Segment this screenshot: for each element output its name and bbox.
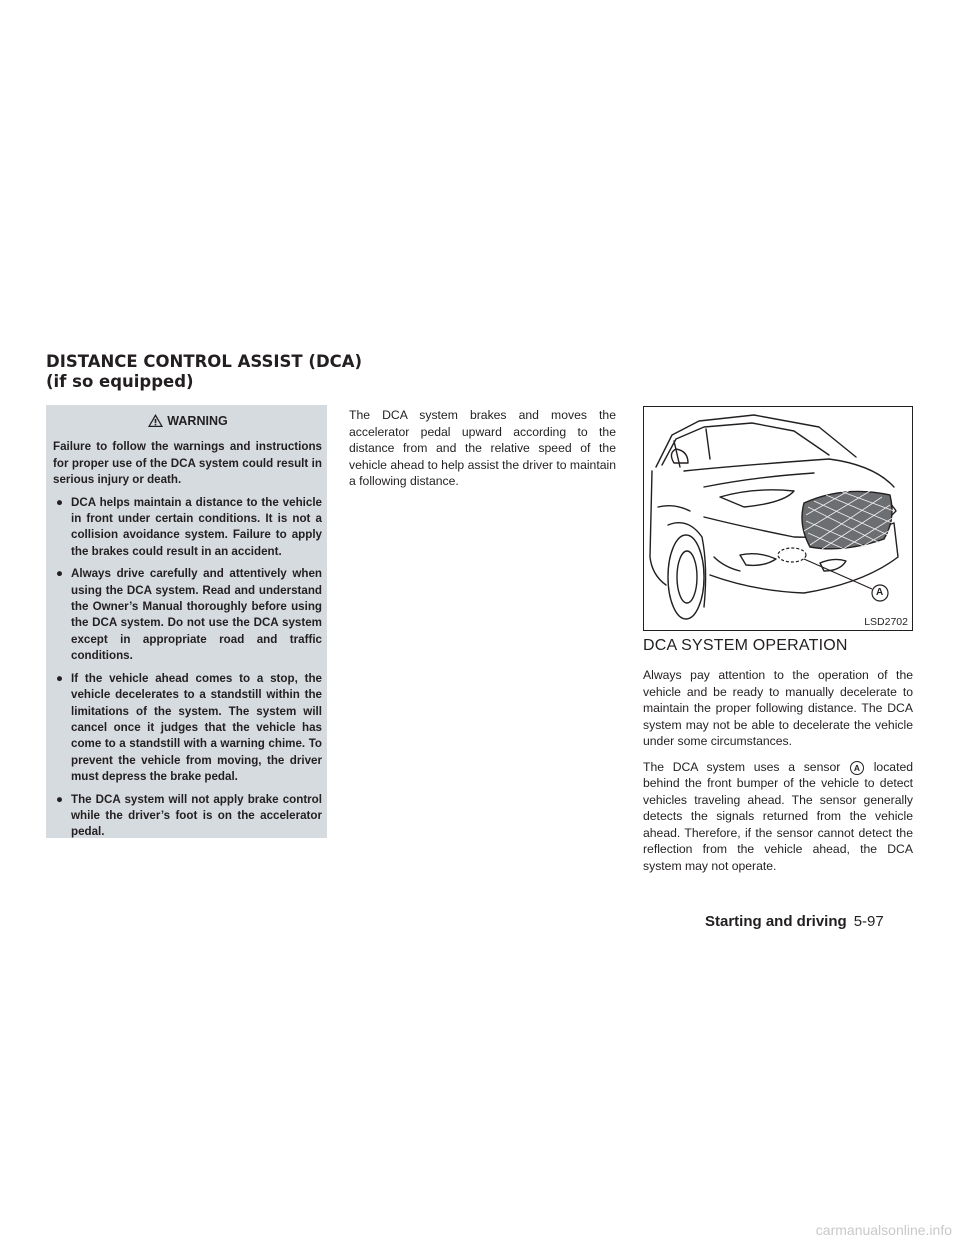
warning-intro: Failure to follow the warnings and instructions for proper use of the DCA system could result in serious injury or death.: [53, 440, 322, 487]
warning-item-text: DCA helps maintain a distance to the vehicle in front under certain conditions. It is not a collision avoidance system. Failure to apply the brakes could result in an accident.: [71, 495, 322, 558]
warning-box: [46, 405, 327, 838]
warning-item: [53, 792, 322, 841]
dca-description: The DCA system brakes and moves the accelerator pedal upward according to the distance from and the relative speed of the vehicle ahead to help assist the driver to maintain a following distance.: [349, 408, 616, 488]
bullet: ●: [56, 671, 64, 685]
bullet: ●: [56, 495, 64, 509]
warning-item: [53, 566, 322, 664]
warning-triangle-icon: [147, 413, 164, 428]
callout-label-a: A: [876, 587, 884, 598]
warning-heading: [53, 413, 322, 429]
page-number: 5-97: [853, 913, 884, 930]
watermark: carmanualsonline.info: [815, 1222, 952, 1238]
warning-item-text: The DCA system will not apply brake control while the driver’s foot is on the accelerator pedal.: [71, 792, 322, 839]
warning-item-text: Always drive carefully and attentively when using the DCA system. Read and understand the Owner’s Manual thoroughly before using the DCA system. Do not use the DCA system except in appropriate road and traffic conditions.: [71, 567, 322, 663]
warning-item: [53, 495, 322, 561]
figure-code: LSD2702: [864, 616, 908, 628]
operation-paragraph-2-start: The DCA system uses a sensor: [643, 759, 849, 774]
section-title-line1: DISTANCE CONTROL ASSIST (DCA): [46, 352, 363, 371]
bullet: ●: [56, 792, 64, 806]
warning-item-text: If the vehicle ahead comes to a stop, the vehicle decelerates to a standstill within the limitations of the system. The system will cancel once it judges that the vehicle has come to a standstill with a warning chime. To prevent the vehicle from moving, the driver must depress the brake pedal.: [71, 671, 322, 784]
warning-heading-text: WARNING: [167, 414, 228, 428]
page-footer: [705, 913, 884, 930]
footer-section-name: Starting and driving: [705, 913, 847, 930]
warning-item: [53, 671, 322, 786]
sensor-marker-a: A: [850, 761, 864, 775]
bullet: ●: [56, 567, 64, 581]
warning-list: [53, 495, 322, 841]
vehicle-front-illustration: [644, 407, 912, 630]
operation-paragraph-2-end: located behind the front bumper of the vehicle to detect vehicles traveling ahead. The sensor generally detects the signals returned from the vehicle ahead. Therefore, if the sensor cannot detect the reflection from the vehicle ahead, the DCA system may not operate.: [643, 759, 914, 873]
section-title: [46, 352, 362, 392]
operation-paragraph-1: Always pay attention to the operation of the vehicle and be ready to manually decelerate to maintain the proper following distance. The DCA system may not be able to decelerate the vehicle under some circumstances.: [643, 668, 913, 748]
operation-heading: DCA SYSTEM OPERATION: [643, 637, 848, 654]
sensor-location-figure: [643, 406, 913, 631]
operation-paragraph-2: [643, 759, 913, 875]
operation-text: [643, 667, 913, 883]
section-title-line2: (if so equipped): [46, 372, 194, 391]
